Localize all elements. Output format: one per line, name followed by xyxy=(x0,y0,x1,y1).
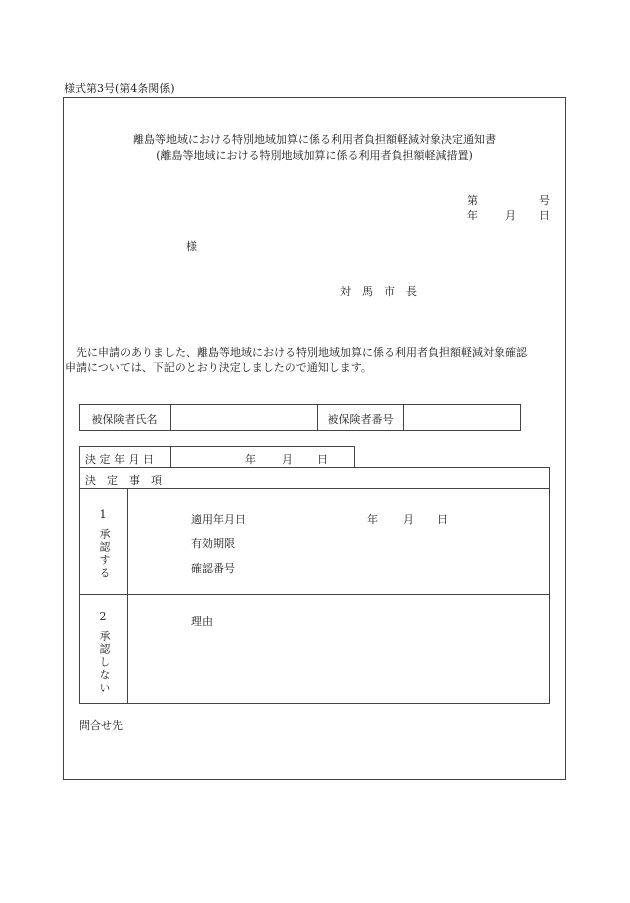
approve-label: 承認する xyxy=(98,528,111,580)
reject-label: 承認しない xyxy=(98,630,111,695)
contact-label: 問合せ先 xyxy=(79,719,123,732)
decision-date-label: 決 定 年 月 日 xyxy=(85,453,154,466)
decision-items-table xyxy=(79,467,550,704)
form-number: 様式第3号(第4条関係) xyxy=(64,82,175,95)
body-line-1: 先に申請のありました、離島等地域における特別地域加算に係る利用者負担額軽減対象確認 xyxy=(76,346,527,359)
decision-date-year: 年 xyxy=(245,453,256,466)
expiry-label: 有効期限 xyxy=(191,537,235,550)
apply-date-day: 日 xyxy=(437,513,448,526)
doc-number-dai: 第 xyxy=(467,194,478,207)
issuer: 対 馬 市 長 xyxy=(340,285,417,298)
decision-items-label: 決 定 事 項 xyxy=(85,474,162,487)
decision-date-day: 日 xyxy=(317,453,328,466)
apply-date-month: 月 xyxy=(403,513,414,526)
apply-date-label: 適用年月日 xyxy=(191,513,246,526)
approve-number: 1 xyxy=(99,508,107,521)
date-day: 日 xyxy=(539,209,550,222)
insured-number-label: 被保険者番号 xyxy=(327,413,394,426)
recipient-sama: 様 xyxy=(186,240,197,253)
insured-name-label: 被保険者氏名 xyxy=(91,413,158,426)
apply-date-year: 年 xyxy=(367,513,378,526)
document-subtitle: (離島等地域における特別地域加算に係る利用者負担額軽減措置) xyxy=(156,149,473,162)
insured-number-field[interactable] xyxy=(404,405,520,430)
date-year: 年 xyxy=(467,209,478,222)
insured-name-field[interactable] xyxy=(171,405,317,430)
decision-date-month: 月 xyxy=(282,453,293,466)
doc-number-go: 号 xyxy=(539,194,550,207)
document-title: 離島等地域における特別地域加算に係る利用者負担額軽減対象決定通知書 xyxy=(133,133,496,146)
reject-number: 2 xyxy=(99,610,107,623)
date-month: 月 xyxy=(505,209,516,222)
body-line-2: 申請については、下記のとおり決定しましたので通知します。 xyxy=(65,361,372,374)
reason-label: 理由 xyxy=(191,615,213,628)
confirm-number-label: 確認番号 xyxy=(191,562,235,575)
